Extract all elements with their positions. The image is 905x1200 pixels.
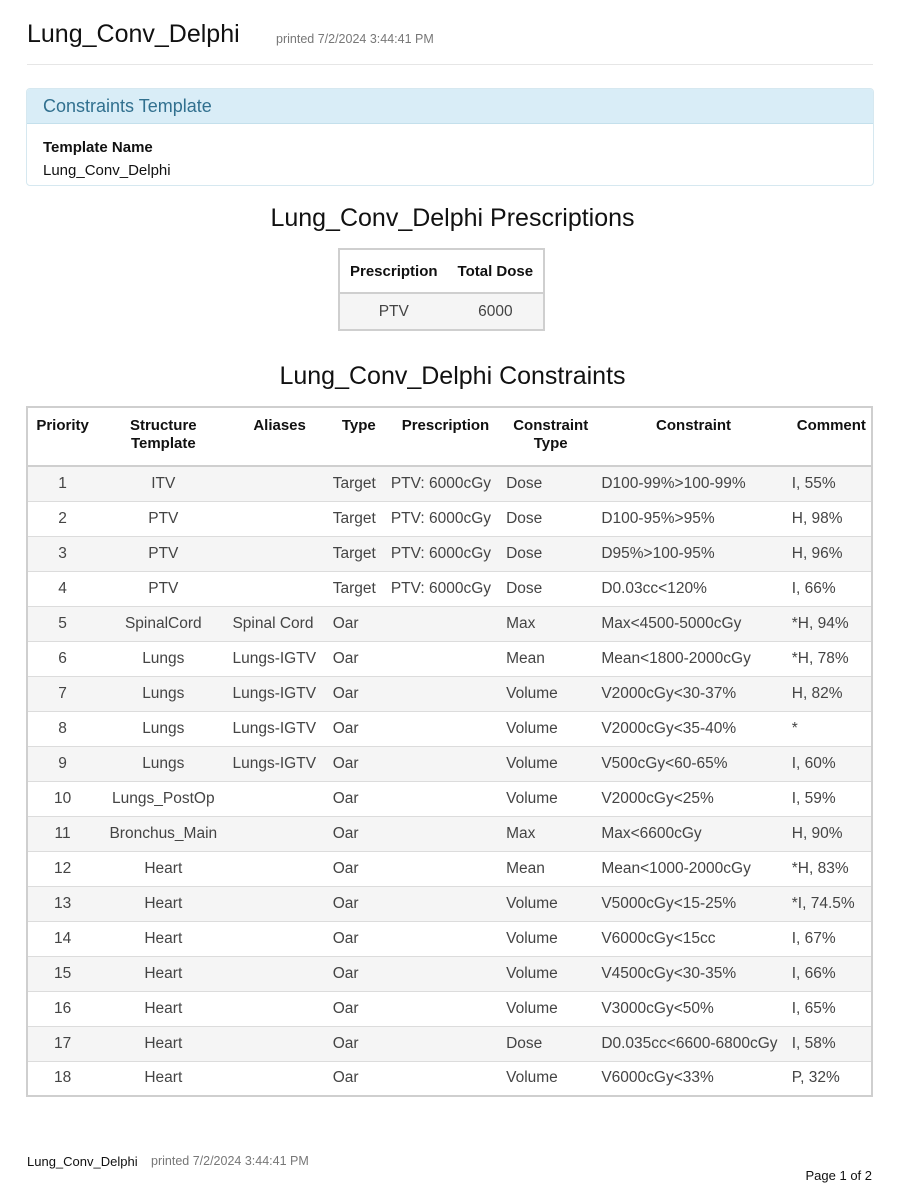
cell-priority: 11	[27, 816, 97, 851]
cell-prescription	[388, 921, 503, 956]
cell-structure-template: Lungs	[97, 746, 229, 781]
cell-comment: P, 32%	[789, 1061, 872, 1096]
cell-constraint: V2000cGy<25%	[598, 781, 788, 816]
cell-prescription: PTV: 6000cGy	[388, 466, 503, 501]
panel-heading-text: Constraints Template	[43, 96, 212, 116]
table-row	[27, 746, 872, 781]
cell-constraint-type: Dose	[503, 1026, 598, 1061]
cell-constraint-type: Dose	[503, 536, 598, 571]
header-constraint: Constraint	[598, 407, 788, 466]
cell-prescription	[388, 711, 503, 746]
cell-prescription	[388, 606, 503, 641]
cell-constraint: D100-95%>95%	[598, 501, 788, 536]
cell-prescription	[388, 1061, 503, 1096]
cell-prescription	[388, 851, 503, 886]
cell-constraint-type: Volume	[503, 886, 598, 921]
cell-prescription	[388, 746, 503, 781]
cell-aliases	[229, 1061, 329, 1096]
cell-comment: I, 66%	[789, 571, 872, 606]
cell-constraint: Mean<1800-2000cGy	[598, 641, 788, 676]
cell-priority: 8	[27, 711, 97, 746]
table-row	[27, 501, 872, 536]
cell-constraint-type: Volume	[503, 921, 598, 956]
cell-constraint: V6000cGy<15cc	[598, 921, 788, 956]
cell-comment: H, 82%	[789, 676, 872, 711]
cell-aliases	[229, 956, 329, 991]
cell-type: Oar	[330, 816, 388, 851]
cell-constraint: V2000cGy<35-40%	[598, 711, 788, 746]
cell-priority: 4	[27, 571, 97, 606]
cell-priority: 14	[27, 921, 97, 956]
cell-priority: 1	[27, 466, 97, 501]
constraints-table-body	[27, 466, 872, 1096]
cell-comment: *H, 83%	[789, 851, 872, 886]
template-name-label: Template Name	[43, 139, 153, 156]
cell-structure-template: ITV	[97, 466, 229, 501]
header-structure-template: Structure Template	[97, 407, 229, 466]
cell-type: Oar	[330, 851, 388, 886]
cell-prescription	[388, 956, 503, 991]
rx-header-total-dose: Total Dose	[448, 249, 545, 293]
table-row	[339, 293, 544, 330]
cell-aliases	[229, 1026, 329, 1061]
cell-type: Oar	[330, 921, 388, 956]
cell-aliases: Lungs-IGTV	[229, 676, 329, 711]
cell-priority: 6	[27, 641, 97, 676]
cell-constraint: Max<4500-5000cGy	[598, 606, 788, 641]
cell-aliases	[229, 571, 329, 606]
cell-constraint: V5000cGy<15-25%	[598, 886, 788, 921]
table-row	[27, 1061, 872, 1096]
cell-comment: *	[789, 711, 872, 746]
cell-priority: 3	[27, 536, 97, 571]
footer-printed-timestamp: printed 7/2/2024 3:44:41 PM	[151, 1154, 309, 1168]
cell-constraint: D100-99%>100-99%	[598, 466, 788, 501]
cell-type: Oar	[330, 606, 388, 641]
cell-constraint-type: Volume	[503, 746, 598, 781]
cell-type: Target	[330, 501, 388, 536]
cell-aliases: Lungs-IGTV	[229, 746, 329, 781]
cell-type: Target	[330, 536, 388, 571]
cell-structure-template: Heart	[97, 956, 229, 991]
cell-type: Target	[330, 466, 388, 501]
cell-structure-template: Heart	[97, 851, 229, 886]
cell-comment: *H, 78%	[789, 641, 872, 676]
cell-priority: 5	[27, 606, 97, 641]
cell-type: Oar	[330, 1026, 388, 1061]
cell-comment: I, 65%	[789, 991, 872, 1026]
table-row	[27, 886, 872, 921]
cell-type: Oar	[330, 746, 388, 781]
cell-structure-template: Bronchus_Main	[97, 816, 229, 851]
table-row	[27, 956, 872, 991]
cell-structure-template: Lungs	[97, 711, 229, 746]
cell-constraint-type: Dose	[503, 466, 598, 501]
cell-constraint: Mean<1000-2000cGy	[598, 851, 788, 886]
cell-constraint-type: Volume	[503, 711, 598, 746]
cell-prescription	[388, 781, 503, 816]
header-type: Type	[330, 407, 388, 466]
cell-priority: 7	[27, 676, 97, 711]
cell-type: Oar	[330, 956, 388, 991]
table-row	[27, 536, 872, 571]
cell-priority: 10	[27, 781, 97, 816]
cell-prescription	[388, 641, 503, 676]
cell-comment: *I, 74.5%	[789, 886, 872, 921]
cell-aliases: Lungs-IGTV	[229, 641, 329, 676]
cell-type: Oar	[330, 676, 388, 711]
cell-structure-template: SpinalCord	[97, 606, 229, 641]
cell-constraint-type: Volume	[503, 1061, 598, 1096]
cell-structure-template: PTV	[97, 571, 229, 606]
cell-structure-template: Lungs	[97, 641, 229, 676]
table-row	[27, 606, 872, 641]
page-number: Page 1 of 2	[805, 1168, 872, 1183]
cell-aliases	[229, 536, 329, 571]
table-row	[27, 991, 872, 1026]
cell-comment: I, 60%	[789, 746, 872, 781]
cell-constraint: V4500cGy<30-35%	[598, 956, 788, 991]
cell-constraint: D0.035cc<6600-6800cGy	[598, 1026, 788, 1061]
cell-aliases	[229, 991, 329, 1026]
table-row	[27, 816, 872, 851]
page-header	[27, 18, 873, 65]
cell-structure-template: Heart	[97, 1061, 229, 1096]
table-row	[27, 1026, 872, 1061]
cell-aliases: Spinal Cord	[229, 606, 329, 641]
table-row	[27, 641, 872, 676]
cell-comment: *H, 94%	[789, 606, 872, 641]
cell-structure-template: Lungs	[97, 676, 229, 711]
cell-type: Oar	[330, 781, 388, 816]
cell-constraint-type: Volume	[503, 676, 598, 711]
cell-constraint-type: Volume	[503, 781, 598, 816]
cell-prescription: PTV: 6000cGy	[388, 501, 503, 536]
constraints-template-panel	[26, 88, 874, 186]
printed-timestamp: printed 7/2/2024 3:44:41 PM	[276, 32, 434, 46]
cell-comment: H, 98%	[789, 501, 872, 536]
cell-type: Oar	[330, 1061, 388, 1096]
cell-aliases	[229, 886, 329, 921]
cell-comment: I, 66%	[789, 956, 872, 991]
cell-structure-template: Heart	[97, 1026, 229, 1061]
table-row	[27, 571, 872, 606]
panel-heading	[27, 89, 873, 124]
cell-prescription	[388, 886, 503, 921]
cell-constraint-type: Volume	[503, 956, 598, 991]
table-row	[27, 851, 872, 886]
cell-comment: I, 67%	[789, 921, 872, 956]
cell-comment: I, 59%	[789, 781, 872, 816]
cell-priority: 18	[27, 1061, 97, 1096]
cell-priority: 17	[27, 1026, 97, 1061]
cell-type: Oar	[330, 886, 388, 921]
cell-constraint-type: Max	[503, 816, 598, 851]
cell-constraint: V6000cGy<33%	[598, 1061, 788, 1096]
cell-priority: 13	[27, 886, 97, 921]
rx-header-prescription: Prescription	[339, 249, 448, 293]
cell-constraint: V2000cGy<30-37%	[598, 676, 788, 711]
cell-priority: 12	[27, 851, 97, 886]
cell-priority: 16	[27, 991, 97, 1026]
cell-aliases: Lungs-IGTV	[229, 711, 329, 746]
cell-structure-template: PTV	[97, 536, 229, 571]
rx-cell-prescription: PTV	[339, 293, 448, 330]
cell-prescription	[388, 676, 503, 711]
cell-prescription: PTV: 6000cGy	[388, 571, 503, 606]
cell-prescription	[388, 1026, 503, 1061]
header-aliases: Aliases	[229, 407, 329, 466]
cell-aliases	[229, 851, 329, 886]
cell-comment: H, 90%	[789, 816, 872, 851]
table-row	[27, 781, 872, 816]
template-name-value: Lung_Conv_Delphi	[43, 162, 171, 179]
cell-constraint-type: Dose	[503, 571, 598, 606]
constraints-title: Lung_Conv_Delphi Constraints	[279, 362, 626, 390]
cell-constraint-type: Mean	[503, 851, 598, 886]
document-title: Lung_Conv_Delphi	[27, 20, 240, 48]
header-prescription: Prescription	[388, 407, 503, 466]
cell-aliases	[229, 816, 329, 851]
cell-constraint: D95%>100-95%	[598, 536, 788, 571]
footer-document-name: Lung_Conv_Delphi	[27, 1154, 138, 1169]
prescriptions-title: Lung_Conv_Delphi Prescriptions	[270, 204, 635, 232]
prescriptions-table	[338, 248, 545, 331]
cell-aliases	[229, 921, 329, 956]
table-row	[27, 676, 872, 711]
cell-type: Oar	[330, 711, 388, 746]
cell-prescription	[388, 816, 503, 851]
table-row	[27, 711, 872, 746]
cell-comment: I, 58%	[789, 1026, 872, 1061]
cell-priority: 9	[27, 746, 97, 781]
cell-constraint-type: Volume	[503, 991, 598, 1026]
cell-constraint-type: Mean	[503, 641, 598, 676]
cell-structure-template: Heart	[97, 921, 229, 956]
cell-prescription: PTV: 6000cGy	[388, 536, 503, 571]
cell-structure-template: Lungs_PostOp	[97, 781, 229, 816]
cell-type: Target	[330, 571, 388, 606]
cell-aliases	[229, 781, 329, 816]
cell-comment: H, 96%	[789, 536, 872, 571]
cell-structure-template: Heart	[97, 991, 229, 1026]
header-priority: Priority	[27, 407, 97, 466]
cell-priority: 15	[27, 956, 97, 991]
cell-constraint: V3000cGy<50%	[598, 991, 788, 1026]
cell-constraint-type: Max	[503, 606, 598, 641]
cell-aliases	[229, 501, 329, 536]
table-row	[27, 466, 872, 501]
cell-constraint-type: Dose	[503, 501, 598, 536]
cell-prescription	[388, 991, 503, 1026]
cell-priority: 2	[27, 501, 97, 536]
cell-aliases	[229, 466, 329, 501]
cell-comment: I, 55%	[789, 466, 872, 501]
constraints-table	[26, 406, 873, 1097]
cell-structure-template: Heart	[97, 886, 229, 921]
cell-type: Oar	[330, 991, 388, 1026]
table-row	[27, 921, 872, 956]
cell-constraint: D0.03cc<120%	[598, 571, 788, 606]
cell-structure-template: PTV	[97, 501, 229, 536]
header-constraint-type: Constraint Type	[503, 407, 598, 466]
cell-type: Oar	[330, 641, 388, 676]
cell-constraint: Max<6600cGy	[598, 816, 788, 851]
rx-cell-total-dose: 6000	[448, 293, 545, 330]
header-comment: Comment	[789, 407, 872, 466]
cell-constraint: V500cGy<60-65%	[598, 746, 788, 781]
